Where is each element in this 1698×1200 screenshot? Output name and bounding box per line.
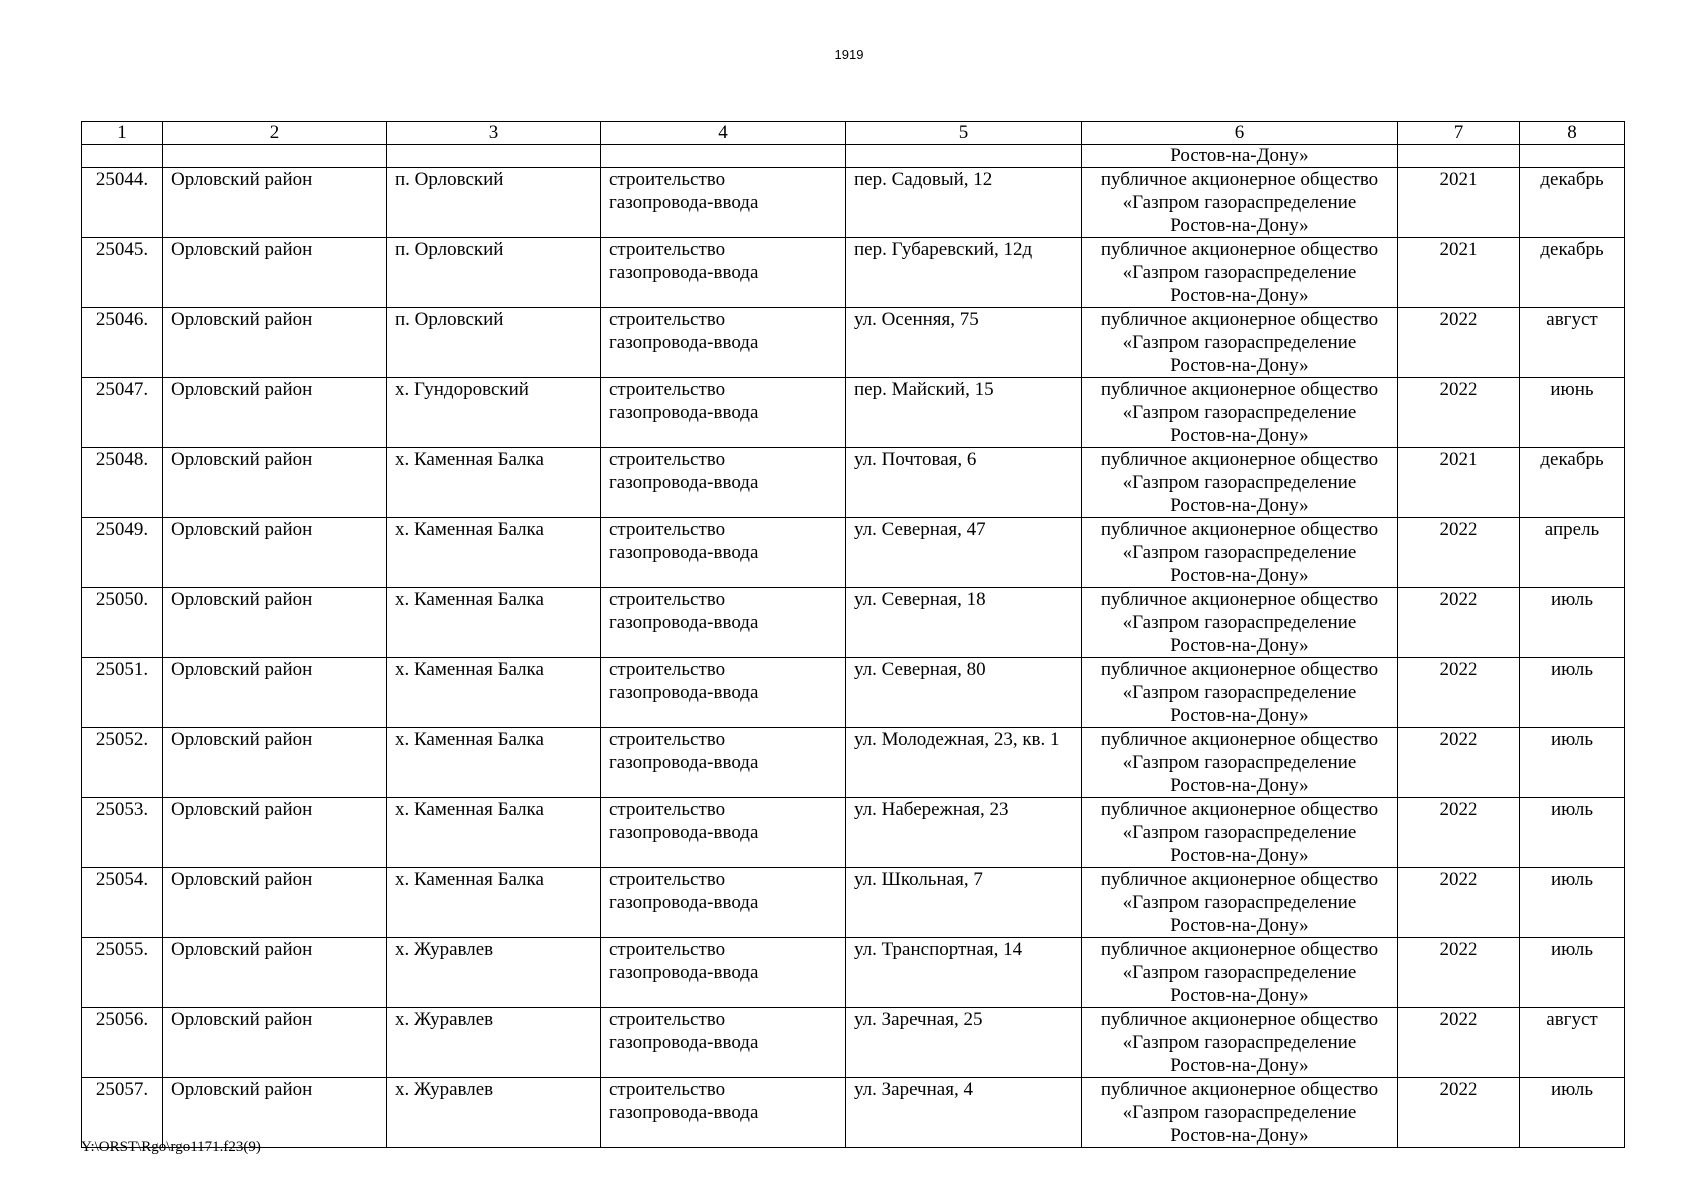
- row-number: [82, 728, 163, 798]
- work-type-cell-text: строительство: [609, 1079, 726, 1100]
- row-number-text: 25047.: [95, 379, 149, 400]
- year-cell: [1398, 938, 1520, 1008]
- owner-cell-text: Ростов-на-Дону»: [1170, 985, 1309, 1006]
- locality-cell-text: х. Каменная Балка: [395, 589, 544, 610]
- year-cell: [1398, 378, 1520, 448]
- work-type-cell: [601, 798, 846, 868]
- table-row: [82, 448, 1625, 518]
- locality-cell-text: х. Каменная Балка: [395, 449, 544, 470]
- address-cell-text: пер. Губаревский, 12д: [854, 239, 1033, 260]
- address-cell-text: ул. Северная, 47: [854, 519, 986, 540]
- district-cell-text: Орловский район: [171, 449, 313, 470]
- work-type-cell-text: строительство: [609, 449, 726, 470]
- district-cell: [163, 378, 387, 448]
- owner-cell-text: «Газпром газораспределение: [1122, 192, 1357, 213]
- work-type-cell-text: газопровода-ввода: [609, 332, 759, 353]
- owner-cell-text: публичное акционерное общество: [1100, 799, 1379, 820]
- year-cell-text: 2021: [1439, 169, 1478, 190]
- file-path-footer: Y:\ORST\Rgo\rgo1171.f23(9): [81, 1139, 261, 1155]
- address-cell-text: ул. Набережная, 23: [854, 799, 1009, 820]
- year-cell: [1398, 518, 1520, 588]
- district-cell: [163, 448, 387, 518]
- locality-cell-text: х. Гундоровский: [395, 379, 529, 400]
- row-number: [82, 658, 163, 728]
- owner-cell-text: публичное акционерное общество: [1100, 939, 1379, 960]
- owner-cell: [1082, 378, 1398, 448]
- work-type-cell: [601, 1008, 846, 1078]
- month-cell: [1520, 588, 1625, 658]
- column-header: 3: [387, 122, 601, 145]
- owner-cell-text: Ростов-на-Дону»: [1170, 845, 1309, 866]
- work-type-cell-text: строительство: [609, 379, 726, 400]
- district-cell: [163, 868, 387, 938]
- district-cell-text: Орловский район: [171, 799, 313, 820]
- owner-cell-text: публичное акционерное общество: [1100, 1009, 1379, 1030]
- work-type-cell-text: газопровода-ввода: [609, 472, 759, 493]
- address-cell-text: ул. Заречная, 4: [854, 1079, 973, 1100]
- owner-cell-text: Ростов-на-Дону»: [1170, 285, 1309, 306]
- table-row: [82, 588, 1625, 658]
- table-header: [82, 122, 1625, 145]
- month-cell: [1520, 658, 1625, 728]
- owner-cell-text: публичное акционерное общество: [1100, 1079, 1379, 1100]
- month-cell-text: июль: [1550, 659, 1594, 680]
- year-cell-text: 2022: [1439, 869, 1478, 890]
- district-cell-text: Орловский район: [171, 519, 313, 540]
- row-number: [82, 588, 163, 658]
- work-type-cell-text: строительство: [609, 169, 726, 190]
- row-number: [82, 798, 163, 868]
- year-cell-text: 2021: [1439, 239, 1478, 260]
- month-cell-text: апрель: [1544, 519, 1600, 540]
- address-cell-text: пер. Садовый, 12: [854, 169, 993, 190]
- work-type-cell: [601, 518, 846, 588]
- locality-cell: [387, 938, 601, 1008]
- year-cell: [1398, 588, 1520, 658]
- address-cell: [846, 798, 1082, 868]
- owner-cell: [1082, 308, 1398, 378]
- month-cell-text: июль: [1550, 1079, 1594, 1100]
- district-cell-text: Орловский район: [171, 869, 313, 890]
- work-type-cell-text: строительство: [609, 519, 726, 540]
- address-cell-text: ул. Почтовая, 6: [854, 449, 977, 470]
- work-type-cell-text: газопровода-ввода: [609, 402, 759, 423]
- owner-cell-text: Ростов-на-Дону»: [1170, 1055, 1309, 1076]
- work-type-cell: [601, 588, 846, 658]
- row-number-text: 25050.: [95, 589, 149, 610]
- month-cell-text: август: [1546, 309, 1598, 330]
- work-type-cell-text: строительство: [609, 309, 726, 330]
- year-cell-text: 2021: [1439, 449, 1478, 470]
- row-number: [82, 378, 163, 448]
- district-cell: [163, 1078, 387, 1148]
- year-cell: [1398, 168, 1520, 238]
- locality-cell-text: х. Журавлев: [395, 939, 494, 960]
- year-cell-text: 2022: [1439, 379, 1478, 400]
- address-cell: [846, 1078, 1082, 1148]
- month-cell-text: июль: [1550, 589, 1594, 610]
- locality-cell-text: х. Каменная Балка: [395, 729, 544, 750]
- row-number-text: 25049.: [95, 519, 149, 540]
- work-type-cell-text: строительство: [609, 799, 726, 820]
- owner-cell-text: «Газпром газораспределение: [1122, 402, 1357, 423]
- year-cell-text: 2022: [1439, 799, 1478, 820]
- column-number-row: [82, 122, 1625, 145]
- column-header: 6: [1082, 122, 1398, 145]
- month-cell: [1520, 168, 1625, 238]
- row-number-text: 25054.: [95, 869, 149, 890]
- row-number: [82, 308, 163, 378]
- row-number: [82, 868, 163, 938]
- data-table: [81, 121, 1625, 1148]
- table-row: [82, 798, 1625, 868]
- month-cell-text: декабрь: [1540, 169, 1604, 190]
- year-cell-text: 2022: [1439, 729, 1478, 750]
- year-cell: [1398, 1078, 1520, 1148]
- locality-cell: [387, 308, 601, 378]
- month-cell: [1520, 378, 1625, 448]
- column-header: 8: [1520, 122, 1625, 145]
- locality-cell: [387, 1008, 601, 1078]
- district-cell-text: Орловский район: [171, 589, 313, 610]
- locality-cell: [387, 588, 601, 658]
- district-cell-text: Орловский район: [171, 169, 313, 190]
- district-cell: [163, 728, 387, 798]
- row-number-text: 25051.: [95, 659, 149, 680]
- table-row: [82, 938, 1625, 1008]
- owner-cell-text: «Газпром газораспределение: [1122, 892, 1357, 913]
- year-cell: [1398, 798, 1520, 868]
- year-cell-text: 2022: [1439, 1079, 1478, 1100]
- owner-cell: [1082, 658, 1398, 728]
- month-cell: [1520, 798, 1625, 868]
- locality-cell: [387, 798, 601, 868]
- table-row: [82, 518, 1625, 588]
- row-number-text: 25057.: [95, 1079, 149, 1100]
- district-cell-text: Орловский район: [171, 309, 313, 330]
- month-cell-text: декабрь: [1540, 239, 1604, 260]
- row-number: [82, 238, 163, 308]
- year-cell-text: 2022: [1439, 659, 1478, 680]
- address-cell: [846, 518, 1082, 588]
- year-cell: [1398, 238, 1520, 308]
- address-cell: [846, 238, 1082, 308]
- owner-continuation: Ростов-на-Дону»: [1082, 145, 1398, 168]
- district-cell: [163, 798, 387, 868]
- year-cell-text: 2022: [1439, 1009, 1478, 1030]
- owner-cell-text: публичное акционерное общество: [1100, 729, 1379, 750]
- year-cell-text: 2022: [1439, 939, 1478, 960]
- month-cell-text: июль: [1550, 799, 1594, 820]
- work-type-cell: [601, 308, 846, 378]
- month-cell: [1520, 448, 1625, 518]
- owner-cell-text: публичное акционерное общество: [1100, 589, 1379, 610]
- district-cell: [163, 588, 387, 658]
- address-cell: [846, 868, 1082, 938]
- owner-cell-text: Ростов-на-Дону»: [1170, 565, 1309, 586]
- work-type-cell: [601, 168, 846, 238]
- owner-cell-text: «Газпром газораспределение: [1122, 542, 1357, 563]
- owner-cell: [1082, 588, 1398, 658]
- work-type-cell-text: строительство: [609, 239, 726, 260]
- owner-cell-text: публичное акционерное общество: [1100, 659, 1379, 680]
- address-cell-text: ул. Транспортная, 14: [854, 939, 1023, 960]
- column-header: 5: [846, 122, 1082, 145]
- locality-cell: [387, 518, 601, 588]
- district-cell-text: Орловский район: [171, 1009, 313, 1030]
- month-cell-text: июнь: [1550, 379, 1594, 400]
- month-cell-text: август: [1546, 1009, 1598, 1030]
- owner-cell-text: Ростов-на-Дону»: [1170, 705, 1309, 726]
- table-row: [82, 868, 1625, 938]
- address-cell-text: ул. Школьная, 7: [854, 869, 983, 890]
- row-number-text: 25045.: [95, 239, 149, 260]
- month-cell: [1520, 728, 1625, 798]
- owner-cell-text: Ростов-на-Дону»: [1170, 215, 1309, 236]
- row-number: [82, 448, 163, 518]
- year-cell: [1398, 658, 1520, 728]
- work-type-cell-text: газопровода-ввода: [609, 822, 759, 843]
- locality-cell: [387, 1078, 601, 1148]
- table-row: [82, 378, 1625, 448]
- work-type-cell: [601, 448, 846, 518]
- district-cell: [163, 938, 387, 1008]
- district-cell-text: Орловский район: [171, 939, 313, 960]
- year-cell: [1398, 308, 1520, 378]
- year-cell-text: 2022: [1439, 589, 1478, 610]
- owner-cell-text: публичное акционерное общество: [1100, 869, 1379, 890]
- owner-cell-text: Ростов-на-Дону»: [1170, 495, 1309, 516]
- work-type-cell-text: газопровода-ввода: [609, 542, 759, 563]
- work-type-cell-text: газопровода-ввода: [609, 962, 759, 983]
- district-cell-text: Орловский район: [171, 239, 313, 260]
- district-cell-text: Орловский район: [171, 379, 313, 400]
- column-header: 7: [1398, 122, 1520, 145]
- owner-cell-text: «Газпром газораспределение: [1122, 262, 1357, 283]
- owner-cell: [1082, 168, 1398, 238]
- page-number: 1919: [834, 47, 864, 62]
- work-type-cell: [601, 868, 846, 938]
- work-type-cell-text: газопровода-ввода: [609, 192, 759, 213]
- owner-cell: [1082, 868, 1398, 938]
- year-cell: [1398, 728, 1520, 798]
- month-cell-text: июль: [1550, 939, 1594, 960]
- owner-cell: [1082, 798, 1398, 868]
- owner-cell-text: публичное акционерное общество: [1100, 309, 1379, 330]
- locality-cell-text: х. Каменная Балка: [395, 869, 544, 890]
- month-cell: [1520, 1008, 1625, 1078]
- locality-cell-text: х. Журавлев: [395, 1079, 494, 1100]
- owner-cell: [1082, 448, 1398, 518]
- work-type-cell-text: газопровода-ввода: [609, 612, 759, 633]
- owner-cell-text: публичное акционерное общество: [1100, 519, 1379, 540]
- month-cell-text: декабрь: [1540, 449, 1604, 470]
- district-cell-text: Орловский район: [171, 1079, 313, 1100]
- row-number-text: 25056.: [95, 1009, 149, 1030]
- row-number-text: 25055.: [95, 939, 149, 960]
- year-cell: [1398, 448, 1520, 518]
- month-cell-text: июль: [1550, 869, 1594, 890]
- address-cell-text: пер. Майский, 15: [854, 379, 994, 400]
- year-cell: [1398, 1008, 1520, 1078]
- address-cell: [846, 938, 1082, 1008]
- locality-cell: [387, 168, 601, 238]
- work-type-cell-text: строительство: [609, 729, 726, 750]
- address-cell-text: ул. Северная, 18: [854, 589, 986, 610]
- month-cell: [1520, 518, 1625, 588]
- table-row: [82, 728, 1625, 798]
- owner-cell-text: публичное акционерное общество: [1100, 449, 1379, 470]
- locality-cell-text: х. Каменная Балка: [395, 659, 544, 680]
- owner-cell: [1082, 238, 1398, 308]
- district-cell: [163, 238, 387, 308]
- address-cell-text: ул. Молодежная, 23, кв. 1: [854, 729, 1060, 750]
- work-type-cell-text: строительство: [609, 869, 726, 890]
- year-cell-text: 2022: [1439, 309, 1478, 330]
- locality-cell: [387, 658, 601, 728]
- owner-cell-text: «Газпром газораспределение: [1122, 1032, 1357, 1053]
- owner-cell-text: Ростов-на-Дону»: [1170, 1125, 1309, 1146]
- work-type-cell-text: газопровода-ввода: [609, 1102, 759, 1123]
- continuation-row: [82, 145, 1625, 168]
- owner-cell-text: «Газпром газораспределение: [1122, 1102, 1357, 1123]
- work-type-cell-text: газопровода-ввода: [609, 1032, 759, 1053]
- owner-cell-text: «Газпром газораспределение: [1122, 822, 1357, 843]
- locality-cell: [387, 238, 601, 308]
- row-number-text: 25053.: [95, 799, 149, 820]
- owner-cell-text: «Газпром газораспределение: [1122, 332, 1357, 353]
- district-cell: [163, 1008, 387, 1078]
- district-cell: [163, 518, 387, 588]
- owner-cell-text: Ростов-на-Дону»: [1170, 775, 1309, 796]
- locality-cell: [387, 868, 601, 938]
- column-header: 1: [82, 122, 163, 145]
- district-cell: [163, 308, 387, 378]
- work-type-cell-text: строительство: [609, 939, 726, 960]
- table-row: [82, 658, 1625, 728]
- address-cell-text: ул. Осенняя, 75: [854, 309, 979, 330]
- locality-cell: [387, 728, 601, 798]
- work-type-cell: [601, 658, 846, 728]
- locality-cell-text: п. Орловский: [395, 169, 504, 190]
- owner-cell-text: публичное акционерное общество: [1100, 169, 1379, 190]
- work-type-cell-text: газопровода-ввода: [609, 262, 759, 283]
- work-type-cell: [601, 728, 846, 798]
- locality-cell-text: х. Каменная Балка: [395, 519, 544, 540]
- owner-cell-text: публичное акционерное общество: [1100, 379, 1379, 400]
- column-header: 4: [601, 122, 846, 145]
- owner-cell: [1082, 938, 1398, 1008]
- row-number: [82, 1008, 163, 1078]
- address-cell: [846, 728, 1082, 798]
- work-type-cell-text: газопровода-ввода: [609, 892, 759, 913]
- month-cell-text: июль: [1550, 729, 1594, 750]
- address-cell: [846, 378, 1082, 448]
- table-row: [82, 1078, 1625, 1148]
- address-cell-text: ул. Заречная, 25: [854, 1009, 983, 1030]
- locality-cell-text: п. Орловский: [395, 239, 504, 260]
- owner-cell-text: публичное акционерное общество: [1100, 239, 1379, 260]
- owner-cell-text: «Газпром газораспределение: [1122, 472, 1357, 493]
- locality-cell: [387, 378, 601, 448]
- row-number-text: 25044.: [95, 169, 149, 190]
- owner-cell-text: Ростов-на-Дону»: [1170, 355, 1309, 376]
- address-cell: [846, 1008, 1082, 1078]
- address-cell: [846, 308, 1082, 378]
- owner-cell-text: Ростов-на-Дону»: [1170, 915, 1309, 936]
- address-cell: [846, 448, 1082, 518]
- month-cell: [1520, 938, 1625, 1008]
- locality-cell: [387, 448, 601, 518]
- table-row: [82, 1008, 1625, 1078]
- table-body: [82, 145, 1625, 1148]
- row-number-text: 25048.: [95, 449, 149, 470]
- month-cell: [1520, 238, 1625, 308]
- work-type-cell-text: строительство: [609, 1009, 726, 1030]
- work-type-cell-text: газопровода-ввода: [609, 682, 759, 703]
- month-cell: [1520, 868, 1625, 938]
- row-number-text: 25052.: [95, 729, 149, 750]
- column-header: 2: [163, 122, 387, 145]
- work-type-cell-text: строительство: [609, 589, 726, 610]
- owner-cell: [1082, 518, 1398, 588]
- work-type-cell: [601, 238, 846, 308]
- row-number: [82, 518, 163, 588]
- address-cell: [846, 658, 1082, 728]
- owner-cell: [1082, 1078, 1398, 1148]
- work-type-cell: [601, 378, 846, 448]
- work-type-cell: [601, 938, 846, 1008]
- owner-cell-text: «Газпром газораспределение: [1122, 962, 1357, 983]
- owner-cell: [1082, 728, 1398, 798]
- district-cell-text: Орловский район: [171, 729, 313, 750]
- owner-cell: [1082, 1008, 1398, 1078]
- address-cell: [846, 588, 1082, 658]
- year-cell: [1398, 868, 1520, 938]
- month-cell: [1520, 1078, 1625, 1148]
- row-number: [82, 168, 163, 238]
- address-cell: [846, 168, 1082, 238]
- work-type-cell-text: строительство: [609, 659, 726, 680]
- year-cell-text: 2022: [1439, 519, 1478, 540]
- district-cell-text: Орловский район: [171, 659, 313, 680]
- owner-cell-text: «Газпром газораспределение: [1122, 682, 1357, 703]
- locality-cell-text: х. Каменная Балка: [395, 799, 544, 820]
- locality-cell-text: х. Журавлев: [395, 1009, 494, 1030]
- owner-cell-text: Ростов-на-Дону»: [1170, 425, 1309, 446]
- owner-cell-text: Ростов-на-Дону»: [1170, 635, 1309, 656]
- table-row: [82, 308, 1625, 378]
- district-cell: [163, 168, 387, 238]
- row-number-text: 25046.: [95, 309, 149, 330]
- locality-cell-text: п. Орловский: [395, 309, 504, 330]
- owner-cell-text: «Газпром газораспределение: [1122, 752, 1357, 773]
- work-type-cell: [601, 1078, 846, 1148]
- district-cell: [163, 658, 387, 728]
- owner-cell-text: «Газпром газораспределение: [1122, 612, 1357, 633]
- month-cell: [1520, 308, 1625, 378]
- address-cell-text: ул. Северная, 80: [854, 659, 986, 680]
- row-number: [82, 1078, 163, 1148]
- work-type-cell-text: газопровода-ввода: [609, 752, 759, 773]
- table-row: [82, 238, 1625, 308]
- table-row: [82, 168, 1625, 238]
- row-number: [82, 938, 163, 1008]
